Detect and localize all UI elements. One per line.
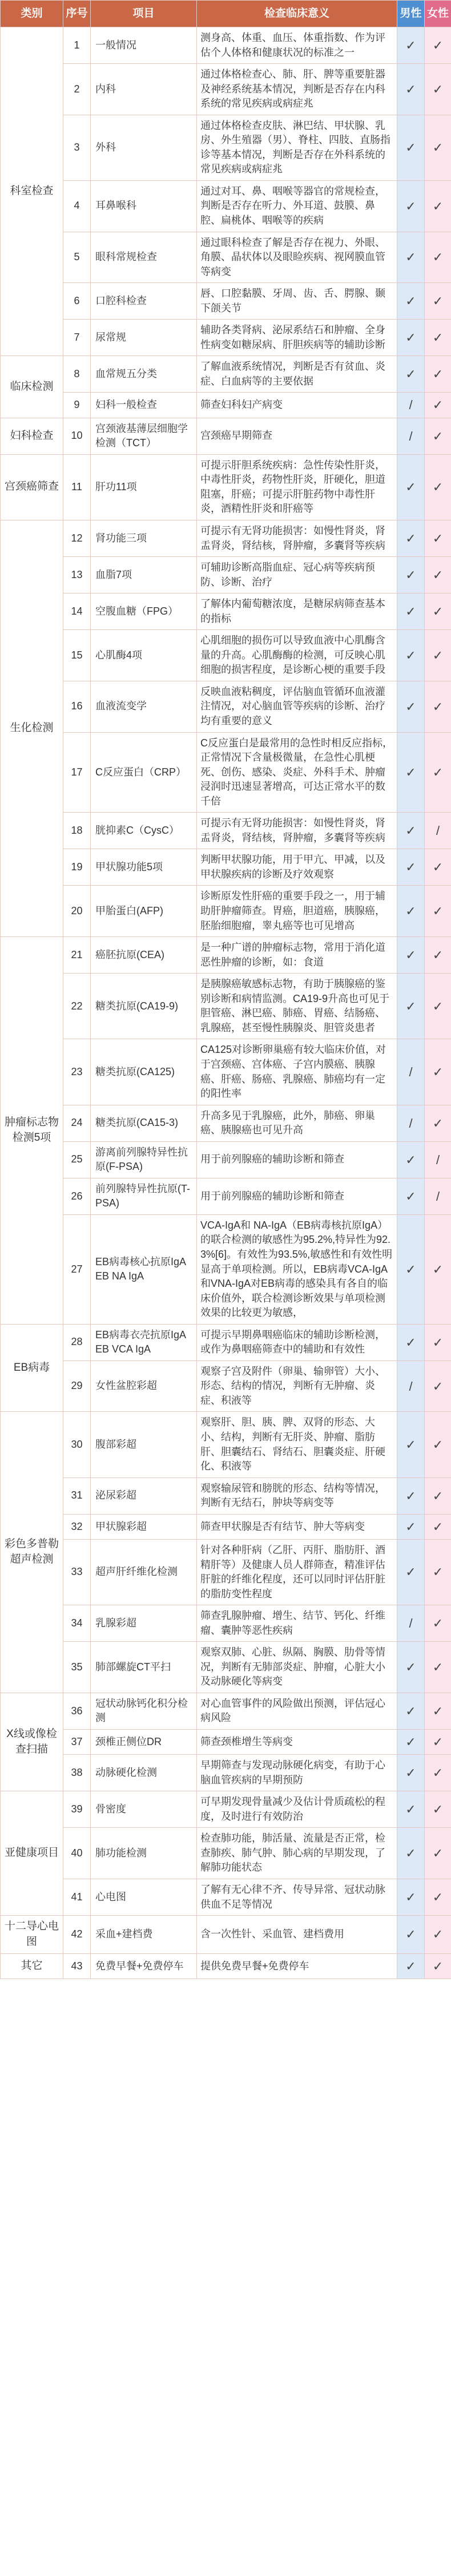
female-mark-cell: ✓ — [425, 115, 451, 180]
female-mark-cell: / — [425, 1141, 451, 1178]
header-category: 类别 — [1, 1, 63, 27]
item-name-cell: C反应蛋白（CRP） — [91, 732, 197, 813]
table-row — [1, 1039, 451, 1105]
category-cell: 妇科检查 — [1, 418, 63, 454]
female-mark-cell: ✓ — [425, 886, 451, 937]
row-number-cell: 33 — [63, 1539, 91, 1605]
meaning-cell: 升高多见于乳腺癌，此外，肺癌、卵巢癌、胰腺癌也可见升高 — [197, 1105, 397, 1141]
table-row — [1, 1514, 451, 1539]
female-mark-cell: ✓ — [425, 418, 451, 454]
female-mark-cell: ✓ — [425, 732, 451, 813]
row-number-cell: 22 — [63, 974, 91, 1039]
item-name-cell: 外科 — [91, 115, 197, 180]
meaning-cell: 可提示肝胆系统疾病：急性传染性肝炎，中毒性肝炎，药物性肝炎，肝硬化，胆道阻塞，肝癌；可提示肝脏药物中毒性肝炎，酒精性肝炎和肝癌等 — [197, 454, 397, 520]
table-row — [1, 1412, 451, 1477]
male-mark-cell: ✓ — [397, 849, 425, 886]
table-row — [1, 1755, 451, 1791]
meaning-cell: 辅助各类肾病、泌尿系结石和肿瘤、全身性病变如糖尿病、肝胆疾病等的辅助诊断 — [197, 320, 397, 356]
item-name-cell: 乳腺彩超 — [91, 1605, 197, 1642]
item-name-cell: 肾功能三项 — [91, 520, 197, 557]
meaning-cell: 是一种广谱的肿瘤标志物，常用于消化道恶性肿瘤的诊断，如：食道 — [197, 937, 397, 974]
table-row — [1, 27, 451, 64]
male-mark-cell: ✓ — [397, 1477, 425, 1514]
male-mark-cell: ✓ — [397, 1791, 425, 1828]
category-cell: X线或像检查扫描 — [1, 1693, 63, 1791]
female-mark-cell: ✓ — [425, 393, 451, 418]
meaning-cell: 针对各种肝病（乙肝、丙肝、脂肪肝、酒精肝等）及健康人员人群筛查，精准评估肝脏的纤维化程度，还可以同时评估肝脏的脂肪变性程度 — [197, 1539, 397, 1605]
table-row — [1, 320, 451, 356]
female-mark-cell: ✓ — [425, 1039, 451, 1105]
table-row — [1, 454, 451, 520]
table-row — [1, 1879, 451, 1916]
female-mark-cell: ✓ — [425, 1412, 451, 1477]
table-row — [1, 180, 451, 232]
male-mark-cell: ✓ — [397, 1324, 425, 1360]
male-mark-cell: / — [397, 1360, 425, 1412]
female-mark-cell: ✓ — [425, 1879, 451, 1916]
female-mark-cell: ✓ — [425, 283, 451, 320]
meaning-cell: 了解有无心律不齐、传导异常、冠状动脉供血不足等情况 — [197, 1879, 397, 1916]
row-number-cell: 19 — [63, 849, 91, 886]
female-mark-cell: ✓ — [425, 557, 451, 593]
category-cell: 十二导心电图 — [1, 1916, 63, 1954]
item-name-cell: 心肌酶4项 — [91, 630, 197, 681]
row-number-cell: 20 — [63, 886, 91, 937]
meaning-cell: 通过眼科检查了解是否存在视力、外眼、角膜、晶状体以及眼睑疾病、视网膜血管等病变 — [197, 232, 397, 283]
male-mark-cell: ✓ — [397, 27, 425, 64]
row-number-cell: 3 — [63, 115, 91, 180]
male-mark-cell: ✓ — [397, 1916, 425, 1954]
row-number-cell: 21 — [63, 937, 91, 974]
item-name-cell: 胱抑素C（CysC） — [91, 813, 197, 849]
female-mark-cell: ✓ — [425, 593, 451, 630]
table-row — [1, 283, 451, 320]
item-name-cell: 血常规五分类 — [91, 356, 197, 393]
item-name-cell: 内科 — [91, 64, 197, 115]
female-mark-cell: ✓ — [425, 180, 451, 232]
row-number-cell: 27 — [63, 1214, 91, 1324]
meaning-cell: 了解血液系统情况，判断是否有贫血、炎症、白血病等的主要依据 — [197, 356, 397, 393]
row-number-cell: 23 — [63, 1039, 91, 1105]
row-number-cell: 40 — [63, 1828, 91, 1879]
meaning-cell: 观察肝、胆、胰、脾、双肾的形态、大小、结构，判断有无肝炎、肿瘤、脂肪肝、胆囊结石、肾结石、胆囊炎症、肝硬化、积液等 — [197, 1412, 397, 1477]
item-name-cell: 骨密度 — [91, 1791, 197, 1828]
row-number-cell: 14 — [63, 593, 91, 630]
female-mark-cell: ✓ — [425, 1729, 451, 1754]
male-mark-cell: ✓ — [397, 1642, 425, 1693]
female-mark-cell: ✓ — [425, 849, 451, 886]
row-number-cell: 6 — [63, 283, 91, 320]
male-mark-cell: ✓ — [397, 1879, 425, 1916]
meaning-cell: 筛查甲状腺是否有结节、肿大等病变 — [197, 1514, 397, 1539]
female-mark-cell: ✓ — [425, 1605, 451, 1642]
meaning-cell: 可提示早期鼻咽癌临床的辅助诊断检测，或作为鼻咽癌筛查中的辅助和有效性 — [197, 1324, 397, 1360]
item-name-cell: 一般情况 — [91, 27, 197, 64]
item-name-cell: 宫颈液基薄层细胞学检测（TCT） — [91, 418, 197, 454]
meaning-cell: 宫颈癌早期筛查 — [197, 418, 397, 454]
row-number-cell: 31 — [63, 1477, 91, 1514]
table-row — [1, 1642, 451, 1693]
male-mark-cell: ✓ — [397, 115, 425, 180]
table-row — [1, 557, 451, 593]
female-mark-cell: ✓ — [425, 1360, 451, 1412]
item-name-cell: 血液流变学 — [91, 681, 197, 732]
male-mark-cell: / — [397, 1605, 425, 1642]
male-mark-cell: ✓ — [397, 1214, 425, 1324]
table-row — [1, 1605, 451, 1642]
table-row — [1, 393, 451, 418]
table-row — [1, 1954, 451, 1979]
meaning-cell: 筛查妇科妇产病变 — [197, 393, 397, 418]
meaning-cell: 观察双肺、心脏、纵隔、胸膜、肋骨等情况，判断有无肺部炎症、肿瘤，心脏大小及动脉硬化等病变 — [197, 1642, 397, 1693]
table-row — [1, 1324, 451, 1360]
male-mark-cell: / — [397, 393, 425, 418]
meaning-cell: 筛查乳腺肿瘤、增生、结节、钙化、纤维瘤、囊肿等恶性疾病 — [197, 1605, 397, 1642]
table-row — [1, 1828, 451, 1879]
row-number-cell: 30 — [63, 1412, 91, 1477]
male-mark-cell: ✓ — [397, 520, 425, 557]
row-number-cell: 37 — [63, 1729, 91, 1754]
female-mark-cell: ✓ — [425, 232, 451, 283]
table-row — [1, 1791, 451, 1828]
meaning-cell: 了解体内葡萄糖浓度，是糖尿病筛查基本的指标 — [197, 593, 397, 630]
table-row — [1, 593, 451, 630]
row-number-cell: 41 — [63, 1879, 91, 1916]
table-row — [1, 1477, 451, 1514]
item-name-cell: 超声肝纤维化检测 — [91, 1539, 197, 1605]
female-mark-cell: ✓ — [425, 1214, 451, 1324]
female-mark-cell: ✓ — [425, 1105, 451, 1141]
male-mark-cell: / — [397, 418, 425, 454]
female-mark-cell: ✓ — [425, 1916, 451, 1954]
item-name-cell: 妇科一般检查 — [91, 393, 197, 418]
male-mark-cell: ✓ — [397, 1412, 425, 1477]
table-row — [1, 732, 451, 813]
item-name-cell: 耳鼻喉科 — [91, 180, 197, 232]
item-name-cell: 冠状动脉钙化积分检测 — [91, 1693, 197, 1729]
male-mark-cell: / — [397, 1105, 425, 1141]
item-name-cell: 癌胚抗原(CEA) — [91, 937, 197, 974]
meaning-cell: 检查肺功能，肺活量、流量是否正常，检查肺疾、肺气肿、肺心病的早期发现，了解肺功能状态 — [197, 1828, 397, 1879]
item-name-cell: 采血+建档费 — [91, 1916, 197, 1954]
meaning-cell: 用于前列腺癌的辅助诊断和筛查 — [197, 1178, 397, 1214]
row-number-cell: 43 — [63, 1954, 91, 1979]
female-mark-cell: ✓ — [425, 630, 451, 681]
meaning-cell: 唇、口腔黏膜、牙周、齿、舌、腭腺、颞下颌关节 — [197, 283, 397, 320]
item-name-cell: 甲状腺彩超 — [91, 1514, 197, 1539]
item-name-cell: 空腹血糖（FPG） — [91, 593, 197, 630]
category-cell: 临床检测 — [1, 356, 63, 418]
row-number-cell: 18 — [63, 813, 91, 849]
male-mark-cell: ✓ — [397, 557, 425, 593]
row-number-cell: 29 — [63, 1360, 91, 1412]
meaning-cell: 早期筛查与发现动脉硬化病变，有助于心脑血管疾病的早期预防 — [197, 1755, 397, 1791]
male-mark-cell: ✓ — [397, 732, 425, 813]
row-number-cell: 9 — [63, 393, 91, 418]
item-name-cell: 糖类抗原(CA125) — [91, 1039, 197, 1105]
meaning-cell: 是胰腺癌敏感标志物，有助于胰腺癌的鉴别诊断和病情监测。CA19-9升高也可见于胆管癌、淋巴癌、肺癌、胃癌、结肠癌、乳腺癌，甚至慢性胰腺炎、胆管炎患者 — [197, 974, 397, 1039]
category-cell: 生化检测 — [1, 520, 63, 937]
table-row — [1, 1141, 451, 1178]
male-mark-cell: ✓ — [397, 1755, 425, 1791]
male-mark-cell: / — [397, 1039, 425, 1105]
meaning-cell: 通过体格检查皮肤、淋巴结、甲状腺、乳房、外生殖器（男）、脊柱、四肢、直肠指诊等基本情况，判断是否存在外科系统的常见疾病或病症兆 — [197, 115, 397, 180]
female-mark-cell: ✓ — [425, 681, 451, 732]
meaning-cell: 通过对耳、鼻、咽喉等器官的常规检查，判断是否存在听力、外耳道、鼓膜、鼻腔、扁桃体、咽喉等的疾病 — [197, 180, 397, 232]
table-row — [1, 418, 451, 454]
header-no: 序号 — [63, 1, 91, 27]
item-name-cell: 肺功能检测 — [91, 1828, 197, 1879]
row-number-cell: 11 — [63, 454, 91, 520]
female-mark-cell: ✓ — [425, 1828, 451, 1879]
row-number-cell: 25 — [63, 1141, 91, 1178]
female-mark-cell: ✓ — [425, 520, 451, 557]
male-mark-cell: ✓ — [397, 1539, 425, 1605]
table-row — [1, 974, 451, 1039]
item-name-cell: 肺部螺旋CT平扫 — [91, 1642, 197, 1693]
meaning-cell: 用于前列腺癌的辅助诊断和筛查 — [197, 1141, 397, 1178]
female-mark-cell: ✓ — [425, 1693, 451, 1729]
table-row — [1, 1214, 451, 1324]
male-mark-cell: ✓ — [397, 813, 425, 849]
category-cell: 彩色多普勒超声检测 — [1, 1412, 63, 1693]
male-mark-cell: ✓ — [397, 320, 425, 356]
item-name-cell: EB病毒核心抗原IgA EB NA IgA — [91, 1214, 197, 1324]
meaning-cell: 可辅助诊断高脂血症、冠心病等疾病预防、诊断、治疗 — [197, 557, 397, 593]
male-mark-cell: ✓ — [397, 681, 425, 732]
table-row — [1, 64, 451, 115]
item-name-cell: 口腔科检查 — [91, 283, 197, 320]
male-mark-cell: ✓ — [397, 1141, 425, 1178]
meaning-cell: 诊断原发性肝癌的重要手段之一，用于辅助肝肿瘤筛查。胃癌，胆道癌，胰腺癌，胚胎细胞瘤，睾丸癌等也可见增高 — [197, 886, 397, 937]
table-row — [1, 1729, 451, 1754]
male-mark-cell: ✓ — [397, 937, 425, 974]
table-row — [1, 1693, 451, 1729]
meaning-cell: 含一次性针、采血管、建档费用 — [197, 1916, 397, 1954]
meaning-cell: 通过体格检查心、肺、肝、脾等重要脏器及神经系统基本情况，判断是否存在内科系统的常见疾病或病症兆 — [197, 64, 397, 115]
male-mark-cell: ✓ — [397, 283, 425, 320]
table-row — [1, 1105, 451, 1141]
female-mark-cell: ✓ — [425, 356, 451, 393]
row-number-cell: 13 — [63, 557, 91, 593]
header-meaning: 检查临床意义 — [197, 1, 397, 27]
meaning-cell: 观察输尿管和膀胱的形态、结构等情况，判断有无结石，肿块等病变等 — [197, 1477, 397, 1514]
row-number-cell: 24 — [63, 1105, 91, 1141]
female-mark-cell: ✓ — [425, 1755, 451, 1791]
row-number-cell: 12 — [63, 520, 91, 557]
category-cell: 肿瘤标志物检测5项 — [1, 937, 63, 1325]
female-mark-cell: / — [425, 1178, 451, 1214]
female-mark-cell: ✓ — [425, 64, 451, 115]
female-mark-cell: ✓ — [425, 1324, 451, 1360]
meaning-cell: 对心血管事件的风险做出预测，评估冠心病风险 — [197, 1693, 397, 1729]
table-row — [1, 630, 451, 681]
meaning-cell: 可提示有无肾功能损害：如慢性肾炎，肾盂肾炎，肾结核，肾肿瘤，多囊肾等疾病 — [197, 813, 397, 849]
female-mark-cell: ✓ — [425, 1954, 451, 1979]
row-number-cell: 35 — [63, 1642, 91, 1693]
item-name-cell: EB病毒衣壳抗原IgA EB VCA IgA — [91, 1324, 197, 1360]
female-mark-cell: ✓ — [425, 937, 451, 974]
row-number-cell: 17 — [63, 732, 91, 813]
row-number-cell: 39 — [63, 1791, 91, 1828]
male-mark-cell: ✓ — [397, 180, 425, 232]
table-row — [1, 849, 451, 886]
table-row — [1, 813, 451, 849]
meaning-cell: 可早期发现骨量减少及估计骨质疏松的程度，及时进行有效防治 — [197, 1791, 397, 1828]
category-cell: 亚健康项目 — [1, 1791, 63, 1916]
male-mark-cell: ✓ — [397, 1828, 425, 1879]
item-name-cell: 糖类抗原(CA15-3) — [91, 1105, 197, 1141]
row-number-cell: 2 — [63, 64, 91, 115]
male-mark-cell: ✓ — [397, 232, 425, 283]
table-row — [1, 1178, 451, 1214]
male-mark-cell: ✓ — [397, 1514, 425, 1539]
item-name-cell: 糖类抗原(CA19-9) — [91, 974, 197, 1039]
item-name-cell: 女性盆腔彩超 — [91, 1360, 197, 1412]
item-name-cell: 动脉硬化检测 — [91, 1755, 197, 1791]
meaning-cell: 测身高、体重、血压、体重指数、作为评估个人体格和健康状况的标准之一 — [197, 27, 397, 64]
female-mark-cell: ✓ — [425, 1791, 451, 1828]
row-number-cell: 10 — [63, 418, 91, 454]
row-number-cell: 8 — [63, 356, 91, 393]
male-mark-cell: ✓ — [397, 1178, 425, 1214]
female-mark-cell: ✓ — [425, 974, 451, 1039]
header-female: 女性 — [425, 1, 451, 27]
item-name-cell: 肝功11项 — [91, 454, 197, 520]
item-name-cell: 腹部彩超 — [91, 1412, 197, 1477]
meaning-cell: 判断甲状腺功能，用于甲亢、甲减，以及甲状腺疾病的诊断及疗效观察 — [197, 849, 397, 886]
item-name-cell: 游离前列腺特异性抗原(F-PSA) — [91, 1141, 197, 1178]
category-cell: 科室检查 — [1, 27, 63, 356]
table-header-row — [1, 1, 451, 27]
item-name-cell: 甲胎蛋白(AFP) — [91, 886, 197, 937]
row-number-cell: 32 — [63, 1514, 91, 1539]
row-number-cell: 1 — [63, 27, 91, 64]
meaning-cell: 反映血液粘稠度，评估脑血管循环血液灌注情况，对心脑血管等疾病的诊断、治疗均有重要的意义 — [197, 681, 397, 732]
item-name-cell: 颈椎正侧位DR — [91, 1729, 197, 1754]
female-mark-cell: ✓ — [425, 454, 451, 520]
item-name-cell: 血脂7项 — [91, 557, 197, 593]
table-row — [1, 1539, 451, 1605]
male-mark-cell: ✓ — [397, 1954, 425, 1979]
meaning-cell: 筛查颈椎增生等病变 — [197, 1729, 397, 1754]
row-number-cell: 5 — [63, 232, 91, 283]
meaning-cell: 观察子宫及附件（卵巢、输卵管）大小、形态、结构的情况，判断有无肿瘤、炎症、积液等 — [197, 1360, 397, 1412]
item-name-cell: 心电图 — [91, 1879, 197, 1916]
table-row — [1, 232, 451, 283]
table-row — [1, 115, 451, 180]
header-male: 男性 — [397, 1, 425, 27]
table-row — [1, 1916, 451, 1954]
row-number-cell: 16 — [63, 681, 91, 732]
row-number-cell: 42 — [63, 1916, 91, 1954]
female-mark-cell: ✓ — [425, 1539, 451, 1605]
row-number-cell: 28 — [63, 1324, 91, 1360]
female-mark-cell: ✓ — [425, 1642, 451, 1693]
meaning-cell: VCA-IgA和 NA-IgA（EB病毒核抗原IgA）的联合检测的敏感性为95.2%,特异性为92.3%[6]。有效性为93.5%,敏感性和有效性明显高于单项检测。所以，EB病毒VCA-IgA和VNA-IgA对EB病毒的感染具有各自的临床价值外，联合检测诊断效果与单项检测效果的比较更为敏感， — [197, 1214, 397, 1324]
male-mark-cell: ✓ — [397, 64, 425, 115]
male-mark-cell: ✓ — [397, 356, 425, 393]
row-number-cell: 34 — [63, 1605, 91, 1642]
item-name-cell: 甲状腺功能5项 — [91, 849, 197, 886]
category-cell: 宫颈癌筛查 — [1, 454, 63, 520]
table-row — [1, 886, 451, 937]
item-name-cell: 免费早餐+免费停车 — [91, 1954, 197, 1979]
female-mark-cell: / — [425, 813, 451, 849]
row-number-cell: 38 — [63, 1755, 91, 1791]
female-mark-cell: ✓ — [425, 1514, 451, 1539]
category-cell: EB病毒 — [1, 1324, 63, 1412]
male-mark-cell: ✓ — [397, 886, 425, 937]
male-mark-cell: ✓ — [397, 974, 425, 1039]
table-body — [1, 27, 451, 1979]
row-number-cell: 15 — [63, 630, 91, 681]
male-mark-cell: ✓ — [397, 1693, 425, 1729]
male-mark-cell: ✓ — [397, 1729, 425, 1754]
table-row — [1, 356, 451, 393]
table-row — [1, 937, 451, 974]
item-name-cell: 眼科常规检查 — [91, 232, 197, 283]
item-name-cell: 泌尿彩超 — [91, 1477, 197, 1514]
header-item: 项目 — [91, 1, 197, 27]
male-mark-cell: ✓ — [397, 454, 425, 520]
male-mark-cell: ✓ — [397, 593, 425, 630]
item-name-cell: 前列腺特异性抗原(T-PSA) — [91, 1178, 197, 1214]
meaning-cell: CA125对诊断卵巢癌有较大临床价值，对于宫颈癌、宫体癌、子宫内膜癌、胰腺癌、肝癌、肠癌、乳腺癌、肺癌均有一定的阳性率 — [197, 1039, 397, 1105]
table-row — [1, 681, 451, 732]
female-mark-cell: ✓ — [425, 27, 451, 64]
item-name-cell: 尿常规 — [91, 320, 197, 356]
table-row — [1, 1360, 451, 1412]
row-number-cell: 4 — [63, 180, 91, 232]
row-number-cell: 36 — [63, 1693, 91, 1729]
female-mark-cell: ✓ — [425, 1477, 451, 1514]
row-number-cell: 7 — [63, 320, 91, 356]
category-cell: 其它 — [1, 1954, 63, 1979]
row-number-cell: 26 — [63, 1178, 91, 1214]
meaning-cell: 可提示有无肾功能损害：如慢性肾炎，肾盂肾炎，肾结核，肾肿瘤，多囊肾等疾病 — [197, 520, 397, 557]
table-row — [1, 520, 451, 557]
male-mark-cell: ✓ — [397, 630, 425, 681]
meaning-cell: 提供免费早餐+免费停车 — [197, 1954, 397, 1979]
meaning-cell: 心肌细胞的损伤可以导致血液中心肌酶含量的升高。心肌酶酶的检测，可反映心肌细胞的损害程度，是诊断心梗的重要手段 — [197, 630, 397, 681]
female-mark-cell: ✓ — [425, 320, 451, 356]
meaning-cell: C反应蛋白是最常用的急性时相反应指标，正常情况下含量极微量，在急性心肌梗死、创伤、感染、炎症、外科手术、肿瘤浸润时迅速显著增高，可达正常水平的数千倍 — [197, 732, 397, 813]
